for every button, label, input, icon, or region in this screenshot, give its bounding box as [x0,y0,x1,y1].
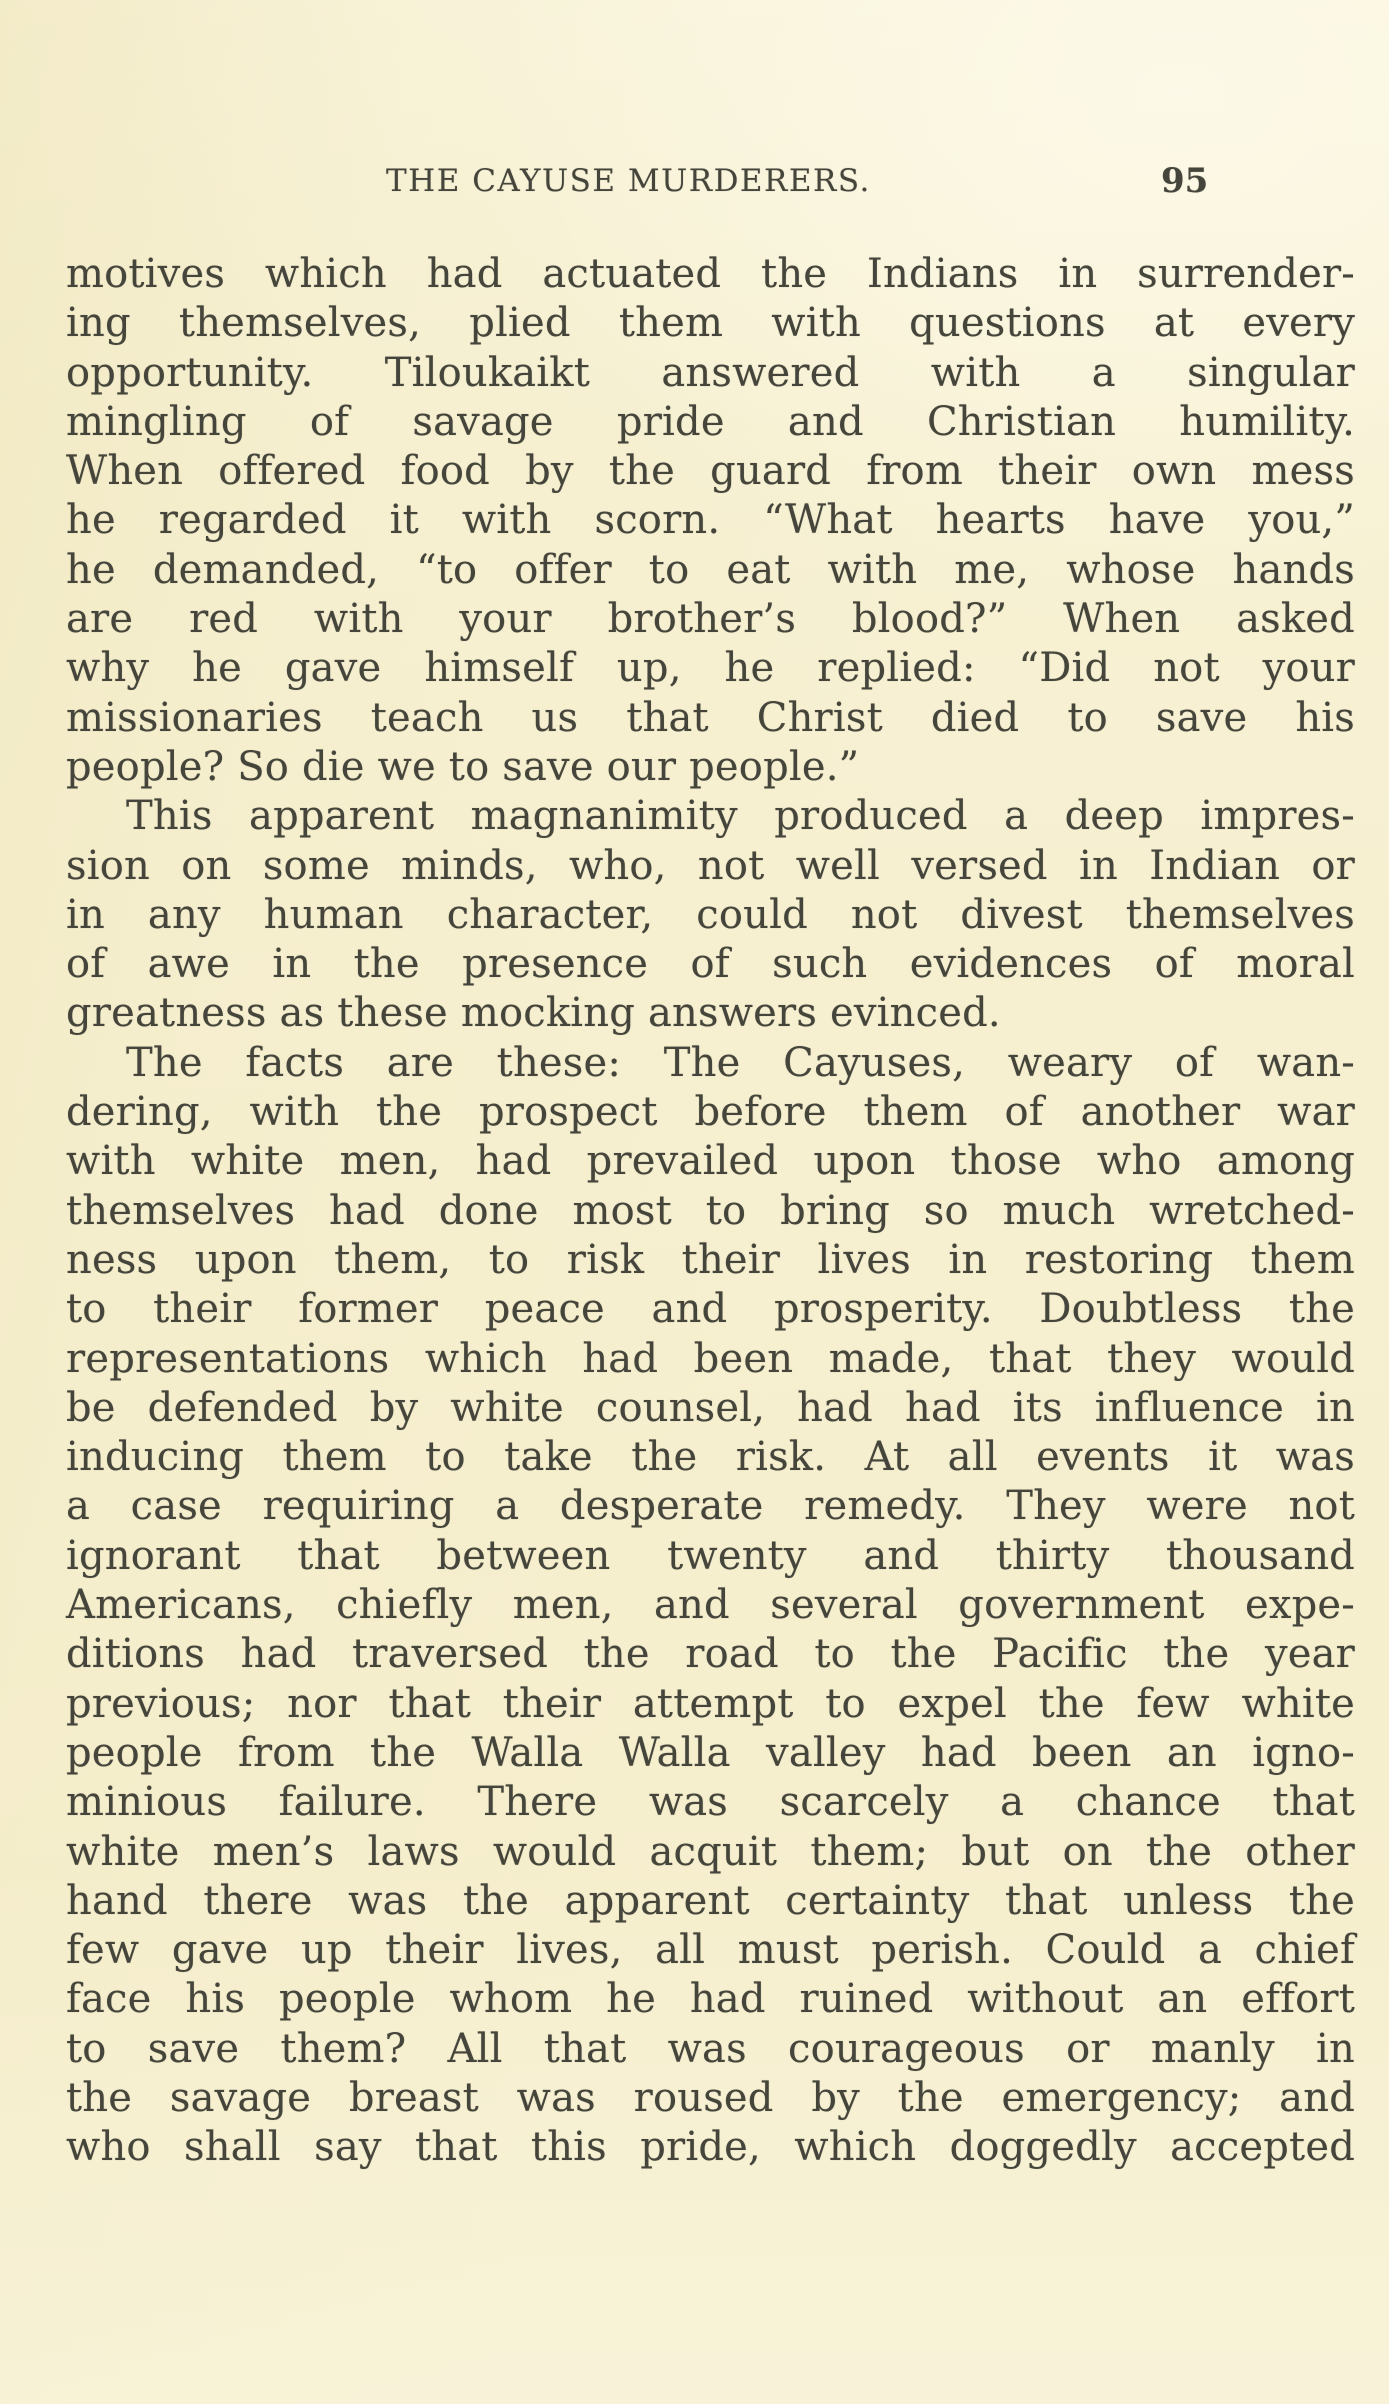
text-line: face his people whom he had ruined without an effort [66,1976,1355,2023]
text-line: representations which had been made, that they would [66,1335,1355,1382]
text-line: ignorant that between twenty and thirty thousand [66,1532,1355,1579]
text-line: in any human character, could not divest themselves [66,891,1355,938]
text-line: who shall say that this pride, which doggedly accepted [66,2124,1355,2171]
text-line: greatness as these mocking answers evinced. [66,990,1001,1037]
text-line: motives which had actuated the Indians in surrender- [66,251,1355,297]
text-line: The facts are these: The Cayuses, weary of wan- [126,1039,1355,1086]
text-line: themselves had done most to bring so much wretched- [66,1187,1355,1234]
text-line: with white men, had prevailed upon those who among [66,1138,1355,1185]
text-line: Americans, chiefly men, and several government expe- [66,1582,1355,1629]
text-line: ness upon them, to risk their lives in restoring them [66,1236,1355,1283]
text-line: When offered food by the guard from their own mess [66,448,1355,495]
text-line: to their former peace and prosperity. Doubtless the [66,1286,1355,1333]
text-line: minious failure. There was scarcely a chance that [66,1779,1355,1826]
text-line: people from the Walla Walla valley had been an igno- [66,1729,1355,1776]
page-number: 95 [1161,161,1209,201]
text-line: are red with your brother’s blood?” When asked [66,596,1355,643]
running-header-title: THE CAYUSE MURDERERS. [386,163,871,199]
text-line: of awe in the presence of such evidences of moral [66,941,1355,988]
text-line: sion on some minds, who, not well versed in Indian or [66,842,1355,889]
page-body-text [66,250,1355,2173]
text-line: he demanded, “to offer to eat with me, whose hands [66,546,1355,593]
text-line: few gave up their lives, all must perish. Could a chief [66,1927,1355,1974]
text-line: previous; nor that their attempt to expel the few white [66,1680,1355,1727]
text-line: inducing them to take the risk. At all events it was [66,1434,1355,1481]
running-header [0,0,1389,240]
text-line: to save them? All that was courageous or manly in [66,2025,1355,2072]
text-line: This apparent magnanimity produced a deep impres- [126,793,1355,840]
text-line: opportunity. Tiloukaikt answered with a singular [66,349,1355,396]
text-line: white men’s laws would acquit them; but on the other [66,1828,1355,1875]
text-line: missionaries teach us that Christ died to save his [66,694,1355,741]
text-line: a case requiring a desperate remedy. They were not [66,1483,1355,1530]
text-line: be defended by white counsel, had had its influence in [66,1384,1355,1431]
text-line: why he gave himself up, he replied: “Did not your [66,645,1355,692]
text-line: people? So die we to save our people.” [66,743,860,790]
text-line: hand there was the apparent certainty that unless the [66,1877,1355,1924]
text-line: ing themselves, plied them with questions at every [66,300,1355,347]
text-line: dering, with the prospect before them of another war [66,1089,1355,1136]
text-line: he regarded it with scorn. “What hearts have you,” [66,497,1355,544]
text-line: ditions had traversed the road to the Pacific the year [66,1631,1355,1678]
text-line: the savage breast was roused by the emergency; and [66,2074,1355,2121]
text-line: mingling of savage pride and Christian humility. [66,398,1355,445]
